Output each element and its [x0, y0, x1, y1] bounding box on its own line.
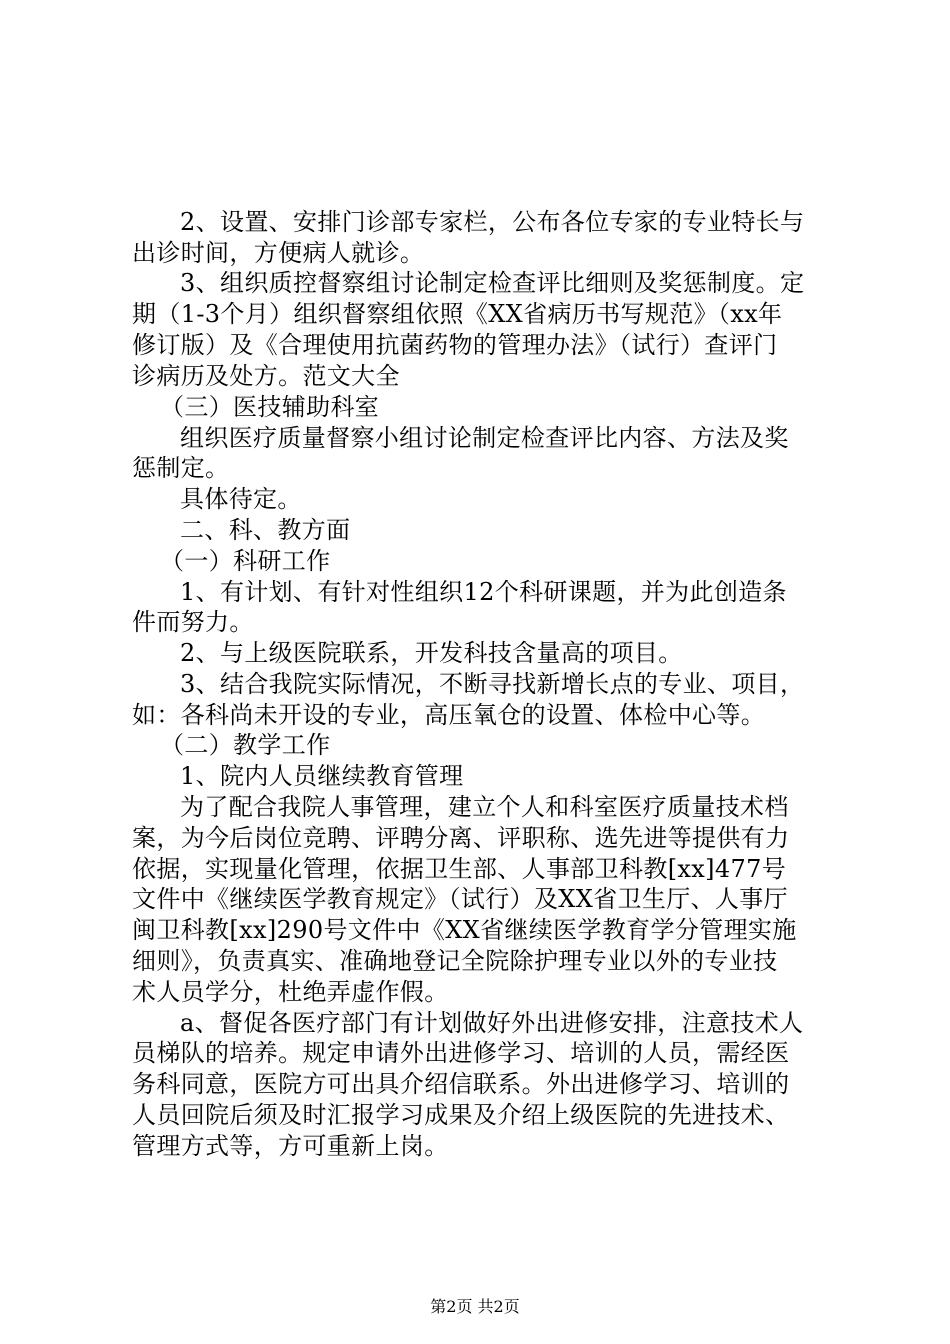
text-line: 管理方式等，方可重新上岗。 — [132, 1132, 449, 1160]
text-line: 文件中《继续医学教育规定》（试行）及XX省卫生厅、人事厅 — [132, 885, 788, 913]
text-line: 为了配合我院人事管理，建立个人和科室医疗质量技术档 — [180, 793, 789, 821]
text-line: 3、结合我院实际情况，不断寻找新增长点的专业、项目， — [180, 670, 805, 698]
section-heading: （三）医技辅助科室 — [160, 393, 380, 421]
text-line: 2、与上级医院联系，开发科技含量高的项目。 — [180, 639, 683, 667]
text-line: a、督促各医疗部门有计划做好外出进修安排，注意技术人 — [180, 1009, 804, 1037]
text-line: 依据，实现量化管理，依据卫生部、人事部卫科教[xx]477号 — [132, 855, 787, 883]
text-line: 1、有计划、有针对性组织12个科研课题，并为此创造条 — [180, 578, 787, 606]
text-line: 务科同意，医院方可出具介绍信联系。外出进修学习、培训的 — [132, 1070, 790, 1098]
text-line: 具体待定。 — [180, 485, 302, 513]
section-heading: 二、科、教方面 — [180, 516, 351, 544]
text-line: 修订版）及《合理使用抗菌药物的管理办法》（试行）查评门 — [132, 331, 778, 359]
text-line: 如：各科尚未开设的专业，高压氧仓的设置、体检中心等。 — [132, 701, 766, 729]
text-line: 术人员学分，杜绝弄虚作假。 — [132, 978, 449, 1006]
text-line: 件而努力。 — [132, 608, 254, 636]
text-line: 组织医疗质量督察小组讨论制定检查评比内容、方法及奖 — [180, 424, 789, 452]
section-heading: （二）教学工作 — [160, 731, 331, 759]
text-line: 2、设置、安排门诊部专家栏，公布各位专家的专业特长与 — [180, 208, 805, 236]
text-line: 员梯队的培养。规定申请外出进修学习、培训的人员，需经医 — [132, 1039, 790, 1067]
text-line: 惩制定。 — [132, 454, 230, 482]
text-line: 细则》，负责真实、准确地登记全院除护理专业以外的专业技 — [132, 947, 778, 975]
text-line: 出诊时间，方便病人就诊。 — [132, 239, 425, 267]
section-heading: （一）科研工作 — [160, 547, 331, 575]
text-line: 期（1-3个月）组织督察组依照《XX省病历书写规范》（xx年 — [132, 300, 783, 328]
text-line: 诊病历及处方。范文大全 — [132, 362, 400, 390]
text-line: 3、组织质控督察组讨论制定检查评比细则及奖惩制度。定 — [180, 269, 805, 297]
page-number: 第2页 共2页 — [430, 1297, 520, 1316]
text-line: 案，为今后岗位竞聘、评聘分离、评职称、选先进等提供有力 — [132, 824, 790, 852]
page-footer — [0, 1297, 950, 1317]
text-line: 闽卫科教[xx]290号文件中《XX省继续医学教育学分管理实施 — [132, 916, 797, 944]
text-line: 人员回院后须及时汇报学习成果及介绍上级医院的先进技术、 — [132, 1101, 790, 1129]
text-line: 1、院内人员继续教育管理 — [180, 762, 464, 790]
